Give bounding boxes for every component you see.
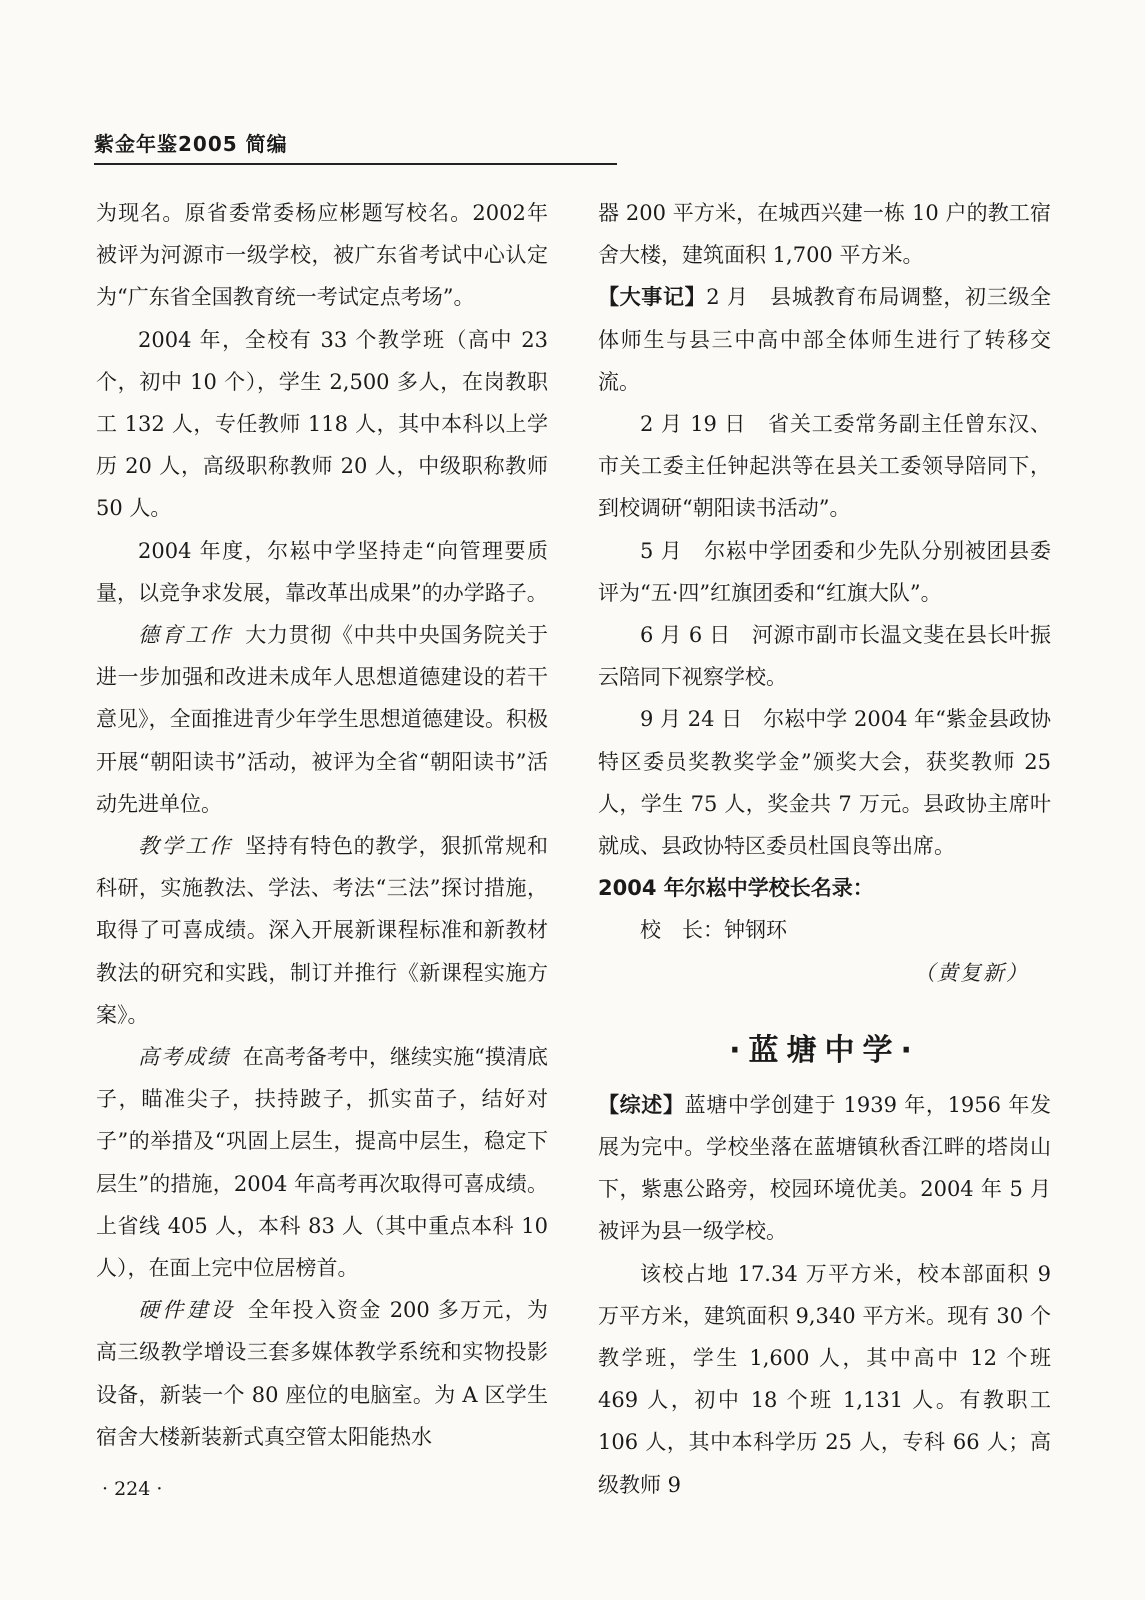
paragraph: 该校占地 17.34 万平方米，校本部面积 9 万平方米，建筑面积 9,340 平方米。现有 30 个教学班，学生 1,600 人，其中高中 12 个班 469 人，初中 18 个班 1,131 人。有教职工 106 人，其中本科学历 25 人，专科 66 人；高级教师 9 xyxy=(598,1261,1051,1497)
event-item: 2 月 县城教育布局调整，初三级全体师生与县三中高中部全体师生进行了转移交流。 xyxy=(598,285,1051,394)
paragraph-text: 坚持有特色的教学，狠抓常规和科研，实施教法、学法、考法“三法”探讨措施，取得了可喜成绩。深入开展新课程标准和新教材教法的研究和实践，制订并推行《新课程实施方案》。 xyxy=(96,834,549,1027)
running-header xyxy=(94,128,617,165)
event-item: 5 月 尔崧中学团委和少先队分别被团县委评为“五·四”红旗团委和“红旗大队”。 xyxy=(598,538,1051,605)
summary-label: 【综述】 xyxy=(598,1092,685,1117)
event-item: 2 月 19 日 省关工委常务副主任曾东汉、市关工委主任钟起洪等在县关工委领导陪同下，到校调研“朝阳读书活动”。 xyxy=(598,412,1051,521)
subheading: 高考成绩 xyxy=(138,1045,231,1070)
exam-results-paragraph xyxy=(96,1036,548,1289)
summary-text: 蓝塘中学创建于 1939 年，1956 年发展为完中。学校坐落在蓝塘镇秋香江畔的塔岗山下，紫惠公路旁，校园环境优美。2004 年 5 月被评为县一级学校。 xyxy=(598,1092,1051,1244)
events-paragraph xyxy=(598,276,1051,403)
subheading: 硬件建设 xyxy=(138,1298,236,1323)
event-item: 9 月 24 日 尔崧中学 2004 年“紫金县政协特区委员奖教奖学金”颁奖大会，获奖教师 25 人，学生 75 人，奖金共 7 万元。县政协主席叶就成、县政协特区委员杜国良等出席。 xyxy=(598,707,1051,859)
paragraph: 为现名。原省委常委杨应彬题写校名。2002年被评为河源市一级学校，被广东省考试中心认定为“广东省全国教育统一考试定点考场”。 xyxy=(96,201,548,310)
principal-roster-entry: 校 长：钟钢环 xyxy=(640,918,787,943)
author-credit: （黄复新） xyxy=(914,960,1029,985)
hardware-paragraph xyxy=(96,1289,548,1458)
page-number: · 224 · xyxy=(102,1478,163,1500)
paragraph-text: 在高考备考中，继续实施“摸清底子，瞄准尖子，扶持跛子，抓实苗子，结好对子”的举措及“巩固上层生，提高中层生，稳定下层生”的措施，2004 年高考再次取得可喜成绩。上省线 405 人，本科 83 人（其中重点本科 10 人），在面上完中位居榜首。 xyxy=(96,1045,548,1281)
paragraph-text: 大力贯彻《中共中央国务院关于进一步加强和改进未成年人思想道德建设的若干意见》，全面推进青少年学生思想道德建设。积极开展“朝阳读书”活动，被评为全省“朝阳读书”活动先进单位。 xyxy=(96,623,549,816)
principal-roster-title: 2004 年尔崧中学校长名录： xyxy=(598,876,874,901)
teaching-paragraph xyxy=(96,825,548,1036)
summary-paragraph xyxy=(598,1084,1051,1253)
events-label: 【大事记】 xyxy=(598,285,707,310)
paragraph-text: 全年投入资金 200 多万元，为高三级教学增设三套多媒体教学系统和实物投影设备，新装一个 80 座位的电脑室。为 A 区学生宿舍大楼新装新式真空管太阳能热水 xyxy=(96,1298,549,1449)
subheading: 教学工作 xyxy=(138,834,233,859)
subheading: 德育工作 xyxy=(138,623,233,648)
event-item: 6 月 6 日 河源市副市长温文斐在县长叶振云陪同下视察学校。 xyxy=(598,623,1051,690)
paragraph: 器 200 平方米，在城西兴建一栋 10 户的教工宿舍大楼，建筑面积 1,700 平方米。 xyxy=(598,201,1051,268)
moral-education-paragraph xyxy=(96,614,548,825)
right-column xyxy=(598,192,1051,1506)
running-title: 紫金年鉴2005 简编 xyxy=(94,132,288,156)
paragraph: 2004 年度，尔崧中学坚持走“向管理要质量，以竞争求发展，靠改革出成果”的办学路子。 xyxy=(96,538,548,605)
left-column xyxy=(96,192,548,1458)
paragraph: 2004 年，全校有 33 个教学班（高中 23 个，初中 10 个），学生 2,500 多人，在岗教职工 132 人，专任教师 118 人，其中本科以上学历 20 人，高级职称教师 20 人，中级职称教师 50 人。 xyxy=(96,327,548,521)
section-title: ·蓝塘中学· xyxy=(729,1032,920,1068)
